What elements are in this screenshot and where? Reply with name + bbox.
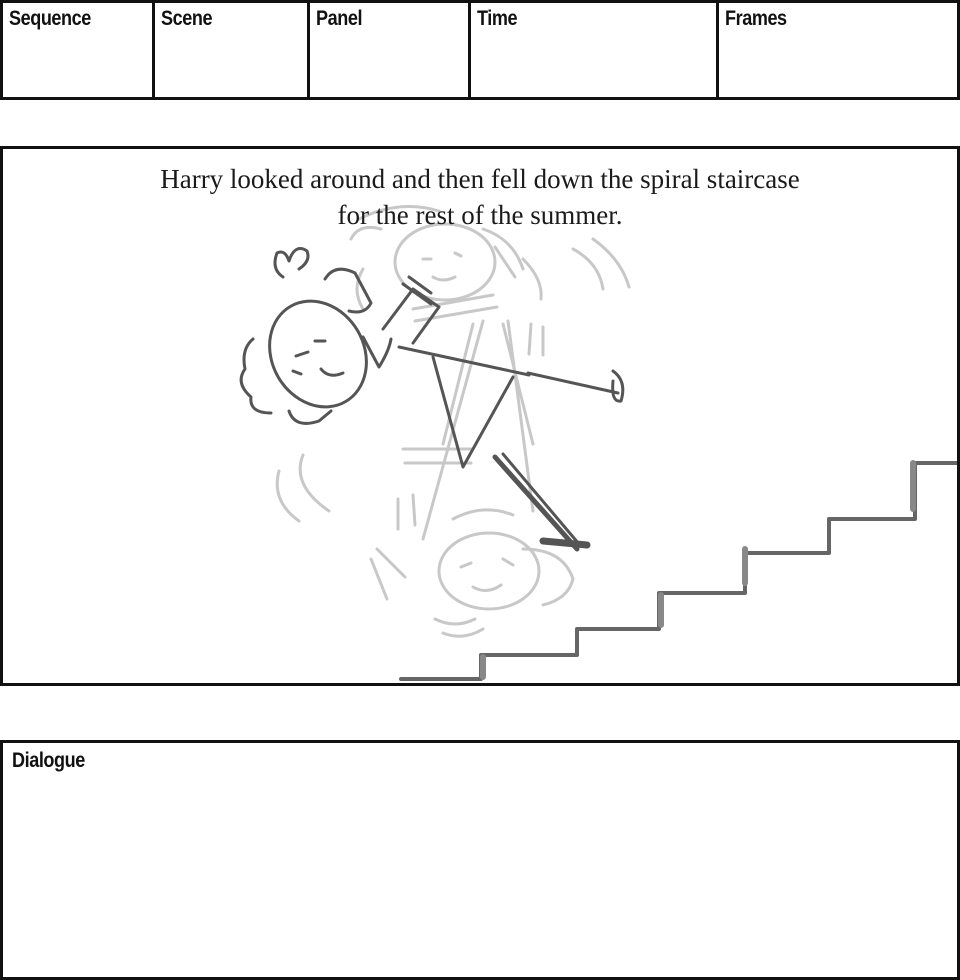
panel-cell[interactable] (310, 3, 471, 97)
ghost-figure-sketch (277, 207, 629, 637)
caption-line-2: for the rest of the summer. (337, 200, 623, 230)
dialogue-label: Dialogue (12, 749, 85, 772)
panel-caption (3, 161, 957, 233)
panel-label: Panel (316, 7, 363, 30)
frames-cell[interactable] (719, 3, 957, 97)
scene-cell[interactable] (155, 3, 310, 97)
storyboard-panel (0, 146, 960, 686)
scene-label: Scene (161, 7, 213, 30)
frames-label: Frames (725, 7, 787, 30)
staircase-sketch (401, 463, 957, 679)
sequence-cell[interactable] (3, 3, 155, 97)
time-cell[interactable] (471, 3, 719, 97)
dialogue-box[interactable] (0, 740, 960, 980)
dialogue-text[interactable] (12, 779, 948, 959)
storyboard-header (0, 0, 960, 100)
caption-line-1: Harry looked around and then fell down the spiral staircase (160, 164, 800, 194)
time-label: Time (477, 7, 518, 30)
sequence-label: Sequence (9, 7, 91, 30)
